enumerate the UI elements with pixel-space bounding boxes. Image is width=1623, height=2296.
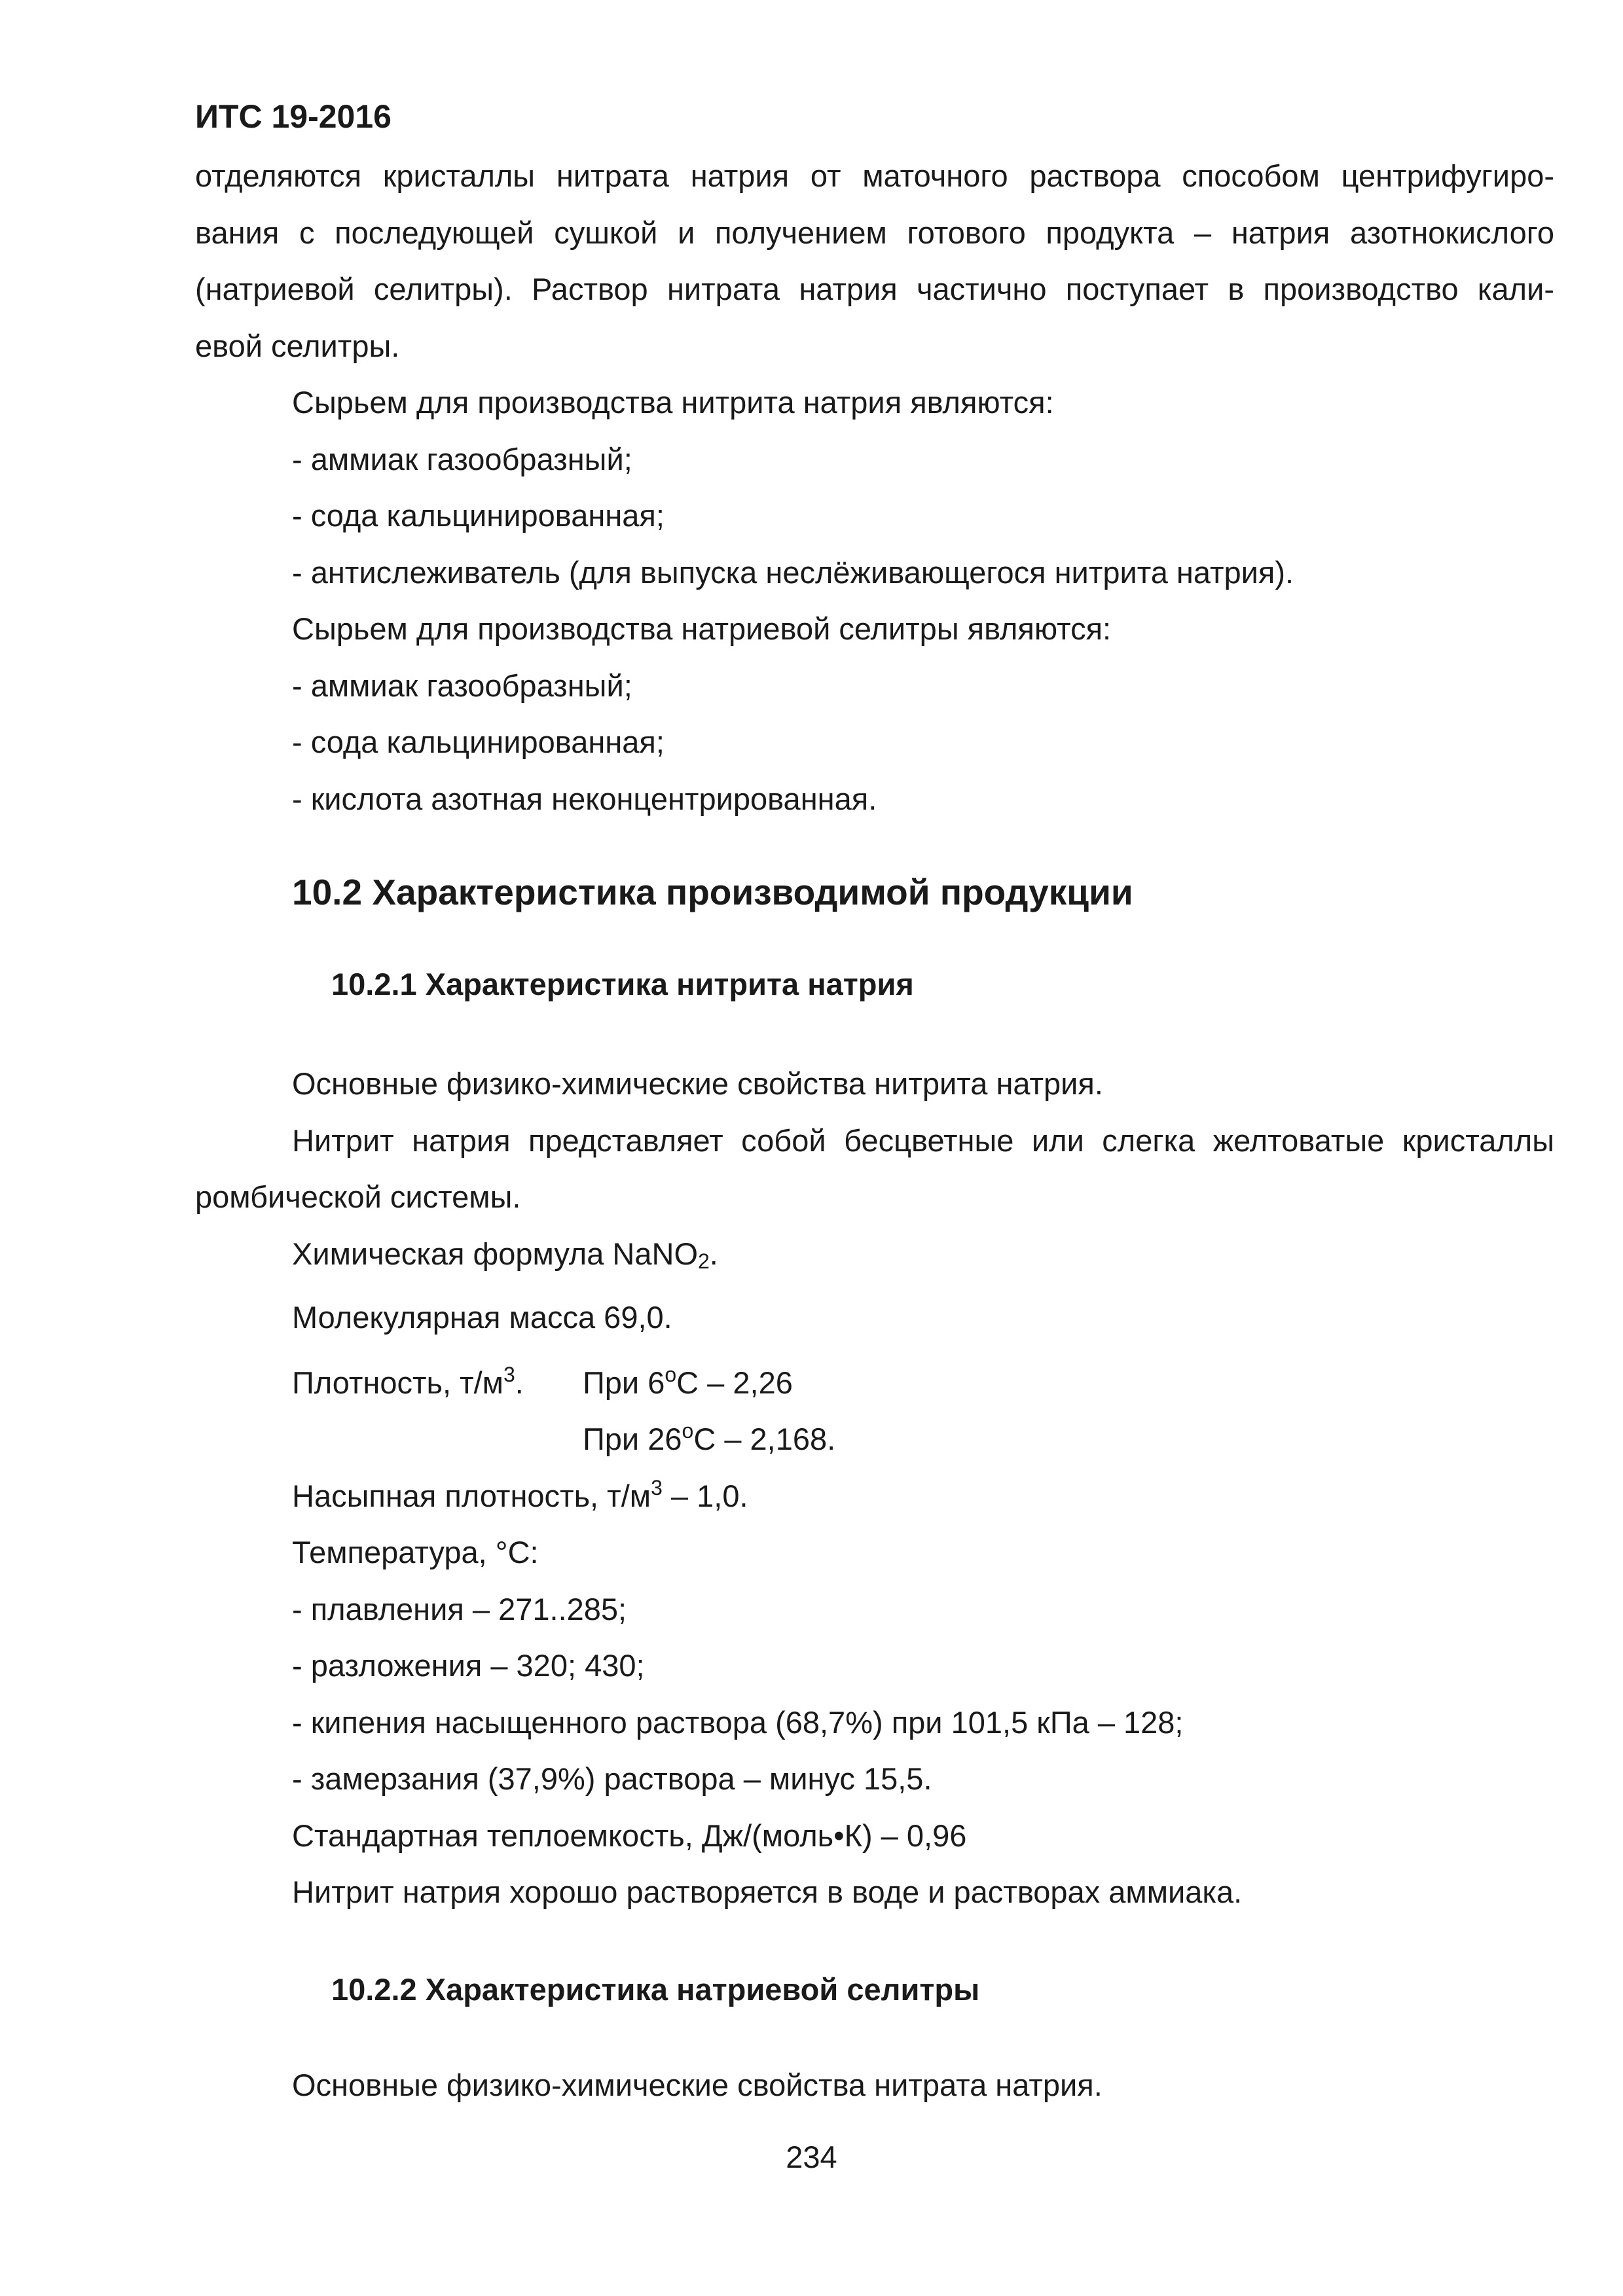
spacer [195,1013,1554,1056]
density-value-26c: При $26^оС - 2,168$. [583,1419,836,1456]
section-10-2-1-heading: 10.2.1 Характеристика нитрита натрия [331,966,914,1001]
temperature-item: - замерзания (37,9%) раствора – минус 15,5. [292,1761,932,1796]
raw-nitrite-item: - антислеживатель (для выпуска неслёживающегося нитрита натрия). [292,554,1294,590]
nitrite-description-line-2: ромбической системы. [195,1179,521,1214]
section-10-2-2-heading: 10.2.2 Характеристика натриевой селитры [331,1971,980,2007]
temperature-item: - разложения – 320; 430; [292,1648,645,1683]
solubility: Нитрит натрия хорошо растворяется в воде и растворах аммиака. [292,1874,1243,1909]
page-number: 234 [786,2140,837,2174]
intro-line-4: евой селитры. [195,328,400,363]
density-value-6c: При $6^оС - 2,26$ [583,1362,793,1400]
temperature-heading: Температура, °С: [292,1535,539,1570]
density-block [195,1346,1554,1460]
intro-line-1: отделяются кристаллы нитрата натрия от маточного раствора способом центрифугиро- [195,158,1554,193]
spacer [195,2018,1554,2057]
section-10-2-heading: 10.2 Характеристика производимой продукции [292,872,1133,912]
temperature-item: - плавления – 271..285; [292,1591,627,1626]
spacer [195,1921,1554,1962]
intro-line-3: (натриевой селитры). Раствор нитрата натрия частично поступает в производство кали- [195,272,1554,306]
raw-nitrate-heading: Сырьем для производства натриевой селитры являются: [292,611,1112,646]
document-code-header: ИТС 19-2016 [195,98,392,135]
raw-nitrate-item: - кислота азотная неконцентрированная. [292,781,877,816]
raw-nitrite-item: - аммиак газообразный; [292,441,632,476]
density-label: Плотность, $т/м^3$. [292,1362,524,1400]
molar-mass: Молекулярная масса 69,0. [292,1300,672,1335]
heat-capacity: Стандартная теплоемкость, Дж/(моль•К) – 0,96 [292,1818,967,1853]
nitrate-properties-intro: Основные физико-химические свойства нитрата натрия. [292,2068,1103,2102]
intro-line-2: вания с последующей сушкой и получением готового продукта – натрия азотнокислого [195,215,1554,250]
raw-nitrate-item: - аммиак газообразный; [292,668,632,703]
temperature-item: - кипения насыщенного раствора (68,7%) при 101,5 кПа – 128; [292,1704,1184,1740]
chemical-formula: Химическая формула NaNO2. [292,1236,718,1273]
bulk-density: Насыпная плотность, $т/м^3 - 1,0$. [292,1475,748,1513]
spacer [195,827,1554,864]
page-body [195,148,1554,2114]
raw-nitrate-item: - сода кальцинированная; [292,725,665,759]
raw-nitrite-heading: Сырьем для производства нитрита натрия являются: [292,385,1054,420]
spacer [195,921,1554,956]
nitrite-description-line-1: Нитрит натрия представляет собой бесцветные или слегка желтоватые кристаллы [292,1122,1554,1158]
raw-nitrite-item: - сода кальцинированная; [292,498,665,533]
nitrite-properties-intro: Основные физико-химические свойства нитрита натрия. [292,1066,1103,1101]
formula-subscript: 2 [698,1249,710,1273]
